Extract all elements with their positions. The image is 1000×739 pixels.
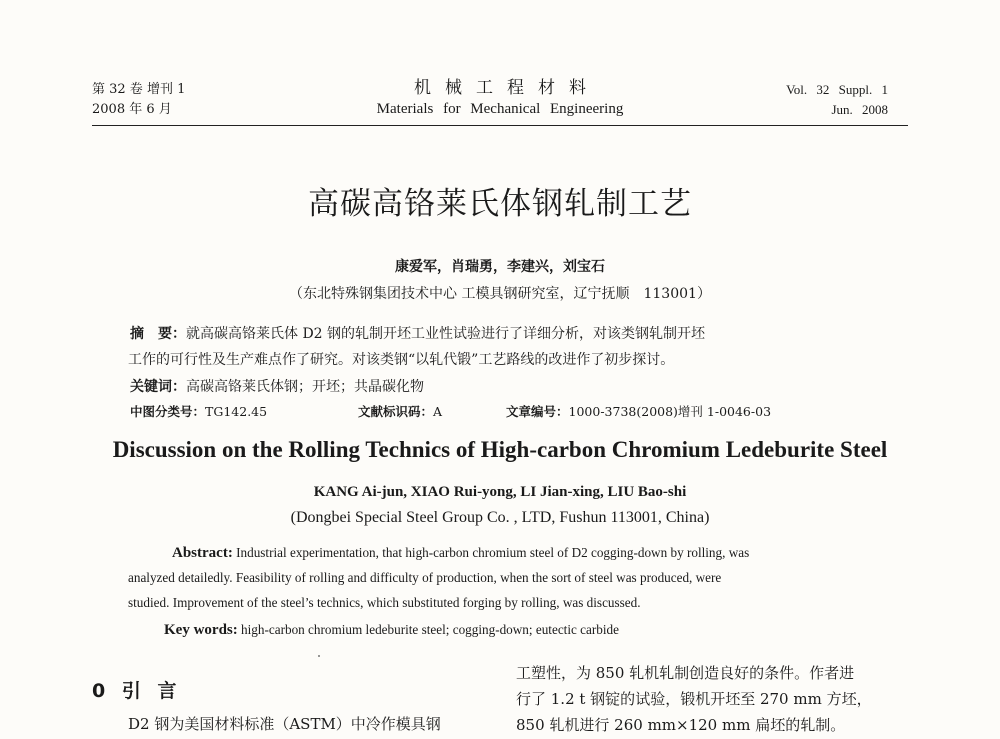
abstract-en-text-2: analyzed detailedly. Feasibility of rolling and difficulty of production, when the sort of steel was produced, were (128, 570, 722, 585)
body-right-line-3: 850 轧机进行 260 mm×120 mm 扁坯的轧制。 (516, 716, 846, 734)
section-heading-introduction: 0 引 言 (92, 680, 177, 702)
article-number-value: 1000-3738(2008)增刊 1-0046-03 (568, 404, 772, 419)
affiliation-en: (Dongbei Special Steel Group Co. , LTD, Fushun 113001, China) (290, 509, 710, 526)
keywords-en-value: high-carbon chromium ledeburite steel; cogging-down; eutectic carbide (241, 622, 619, 637)
journal-name-en: Materials for Mechanical Engineering (376, 101, 624, 117)
header-rule (92, 125, 908, 126)
abstract-en-label: Abstract: (172, 545, 233, 561)
authors-en: KANG Ai-jun, XIAO Rui-yong, LI Jian-xing, LIU Bao-shi (313, 484, 687, 500)
authors-cn: 康爱军，肖瑞勇，李建兴，刘宝石 (395, 259, 605, 275)
journal-name-cn: 机械工程材料 (414, 78, 600, 98)
doc-code-label: 文献标识码： (358, 404, 434, 419)
journal-volume-info-en (786, 80, 888, 120)
abstract-en-text-1: Industrial experimentation, that high-carbon chromium steel of D2 cogging-down by rolling, was (236, 545, 750, 560)
publication-date-en: Jun. 2008 (831, 102, 888, 117)
affiliation-cn: （东北特殊钢集团技术中心 工模具钢研究室，辽宁抚顺 113001） (289, 286, 711, 302)
body-right-line-1: 工塑性，为 850 轧机轧制创造良好的条件。作者进 (516, 664, 855, 682)
keywords-en-label: Key words: (164, 622, 238, 638)
abstract-en-line-1 (172, 545, 749, 562)
paper-title-cn: 高碳高铬莱氏体钢轧制工艺 (308, 186, 692, 222)
keywords-cn (130, 376, 424, 396)
doc-code-value: A (433, 404, 443, 419)
clc-value: TG142.45 (205, 404, 268, 419)
body-right-line-2: 行了 1.2 t 钢锭的试验，锻机开坯至 270 mm 方坯， (516, 690, 872, 708)
abstract-cn-line-1 (130, 323, 705, 343)
abstract-cn-label: 摘 要： (130, 326, 186, 342)
keywords-en (164, 622, 619, 639)
keywords-cn-label: 关键词： (130, 379, 186, 395)
body-left-line-1: D2 钢为美国材料标准（ASTM）中冷作模具钢 (128, 715, 441, 733)
abstract-en-text-3: studied. Improvement of the steel’s technics, which substituted forging by rolling, was discussed. (128, 595, 641, 610)
paper-title-en: Discussion on the Rolling Technics of High-carbon Chromium Ledeburite Steel (112, 437, 888, 462)
publication-date-cn: 2008 年 6 月 (92, 102, 172, 117)
article-number-label: 文章编号： (506, 404, 569, 419)
volume-issue: 第 32 卷 增刊 1 (92, 82, 186, 97)
classification-line (130, 402, 771, 420)
volume-issue-en: Vol. 32 Suppl. 1 (786, 82, 888, 97)
abstract-cn-text-1: 就高碳高铬莱氏体 D2 钢的轧制开坯工业性试验进行了详细分析，对该类钢轧制开坯 (186, 326, 706, 342)
scan-speck (318, 655, 320, 657)
abstract-cn-text-2: 工作的可行性及生产难点作了研究。对该类钢“以轧代锻”工艺路线的改进作了初步探讨。 (128, 352, 675, 368)
keywords-cn-value: 高碳高铬莱氏体钢；开坯；共晶碳化物 (186, 379, 424, 395)
clc-label: 中图分类号： (130, 404, 206, 419)
